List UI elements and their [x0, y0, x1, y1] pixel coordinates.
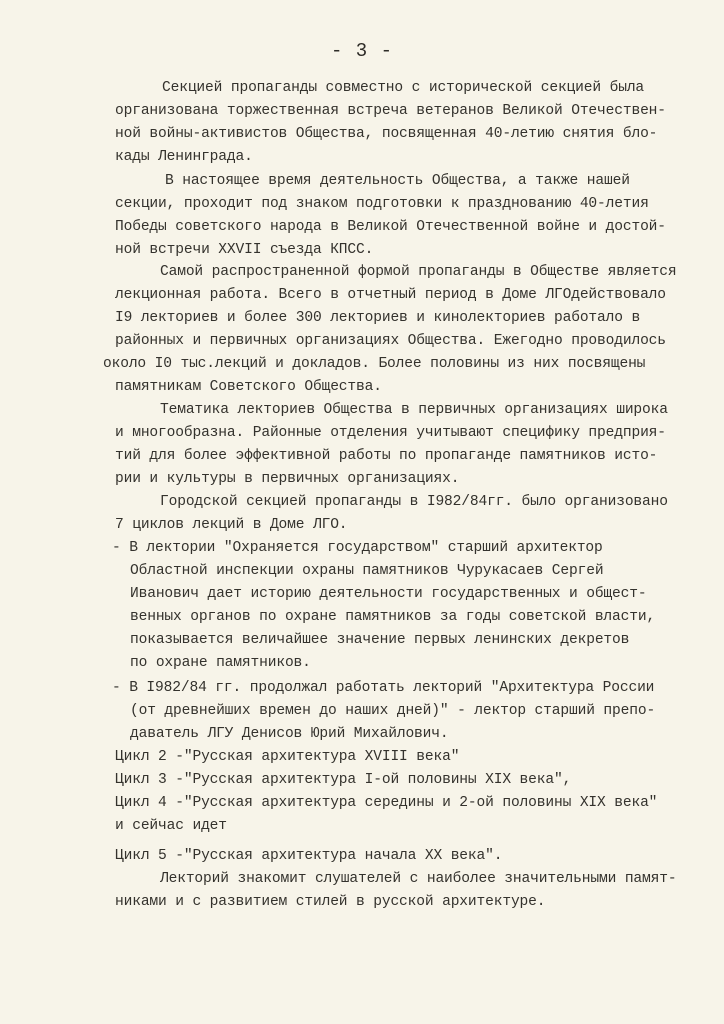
text-line: памятникам Советского Общества.: [115, 379, 382, 395]
cycle-line: Цикл 5 -"Русская архитектура начала XX века".: [115, 848, 503, 864]
list-item-line: - В I982/84 гг. продолжал работать лекторий "Архитектура России: [112, 680, 655, 696]
text-line: (от древнейших времен до наших дней)" - лектор старший препо-: [130, 703, 656, 719]
text-line: I9 лекториев и более 300 лекториев и кинолекториев работало в: [115, 310, 641, 326]
text-line: Лекторий знакомит слушателей с наиболее значительными памят-: [160, 871, 677, 887]
text-line: лекционная работа. Всего в отчетный период в Доме ЛГОдействовало: [115, 287, 666, 303]
list-item-line: - В лектории "Охраняется государством" старший архитектор: [112, 540, 603, 556]
text-line: Секцией пропаганды совместно с исторической секцией была: [162, 80, 645, 96]
cycle-line: Цикл 4 -"Русская архитектура середины и 2-ой половины XIX века": [115, 795, 658, 811]
text-line: показывается величайшее значение первых ленинских декретов: [130, 632, 630, 648]
text-line: рии и культуры в первичных организациях.: [115, 471, 460, 487]
text-line: Самой распространенной формой пропаганды в Обществе является: [160, 264, 677, 280]
text-line: никами и с развитием стилей в русской архитектуре.: [115, 894, 546, 910]
text-line: и многообразна. Районные отделения учитывают специфику предприя-: [115, 425, 666, 441]
text-line: ной войны-активистов Общества, посвященная 40-летию снятия бло-: [115, 126, 658, 142]
page-number: - 3 -: [330, 40, 393, 62]
text-line: даватель ЛГУ Денисов Юрий Михайлович.: [130, 726, 449, 742]
text-line: В настоящее время деятельность Общества, а также нашей: [165, 173, 630, 189]
text-line: секции, проходит под знаком подготовки к празднованию 40-летия: [115, 196, 649, 212]
cycle-line: Цикл 2 -"Русская архитектура XVIII века": [115, 749, 460, 765]
text-line: венных органов по охране памятников за годы советской власти,: [130, 609, 656, 625]
text-line: и сейчас идет: [115, 818, 227, 834]
text-line: кады Ленинграда.: [115, 149, 253, 165]
text-line: тий для более эффективной работы по пропаганде памятников исто-: [115, 448, 658, 464]
text-line: Победы советского народа в Великой Отечественной войне и достой-: [115, 219, 666, 235]
text-line: организована торжественная встреча ветеранов Великой Отечествен-: [115, 103, 666, 119]
text-line: районных и первичных организациях Общества. Ежегодно проводилось: [115, 333, 666, 349]
text-line: Иванович дает историю деятельности государственных и общест-: [130, 586, 647, 602]
text-line: около I0 тыс.лекций и докладов. Более половины из них посвящены: [103, 356, 646, 372]
text-line: Областной инспекции охраны памятников Чурукасаев Сергей: [130, 563, 604, 579]
text-line: ной встречи XXVII съезда КПСС.: [115, 242, 374, 258]
text-line: по охране памятников.: [130, 655, 311, 671]
cycle-line: Цикл 3 -"Русская архитектура I-ой половины XIX века",: [115, 772, 572, 788]
text-line: 7 циклов лекций в Доме ЛГО.: [115, 517, 348, 533]
text-line: Тематика лекториев Общества в первичных организациях широка: [160, 402, 668, 418]
text-line: Городской секцией пропаганды в I982/84гг. было организовано: [160, 494, 668, 510]
